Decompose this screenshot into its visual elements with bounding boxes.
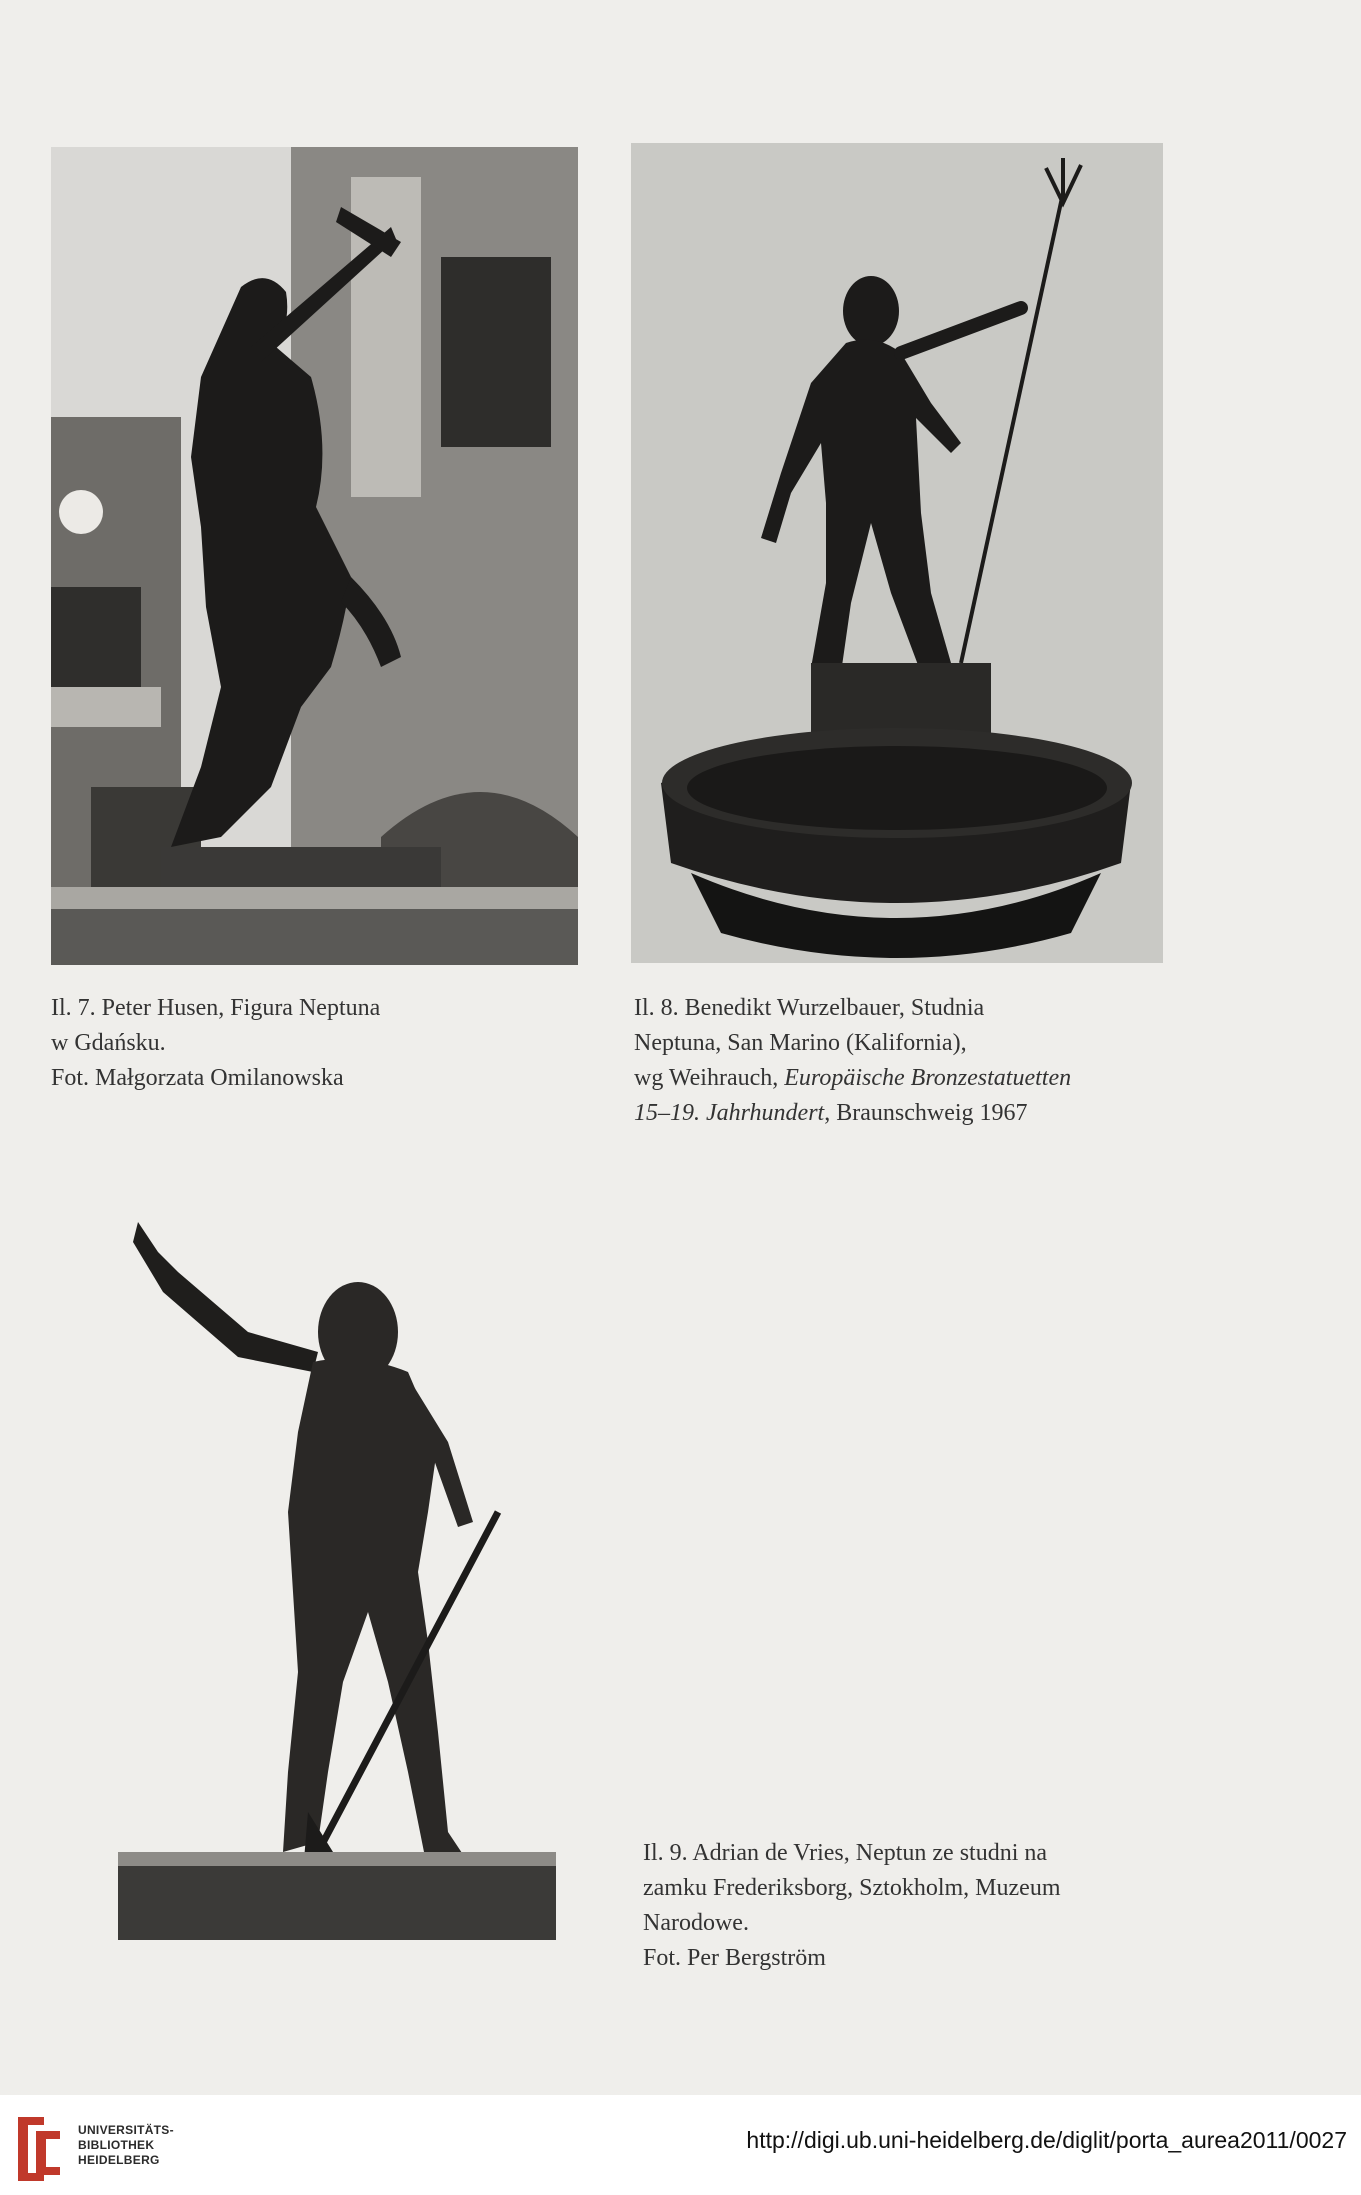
library-logo-icon	[14, 2111, 66, 2183]
caption-il8-line3-prefix: wg Weihrauch,	[634, 1065, 785, 1091]
library-name-line2: BIBLIOTHEK	[78, 2138, 155, 2152]
caption-il8-line4-suffix: , Braunschweig 1967	[824, 1100, 1028, 1126]
caption-il9-line1: Il. 9. Adrian de Vries, Neptun ze studni na	[643, 1840, 1048, 1866]
photo-neptune-gdansk	[51, 147, 578, 965]
caption-il8	[634, 991, 1071, 1131]
library-name	[78, 2123, 174, 2168]
caption-il8-line4	[634, 1096, 1071, 1131]
library-footer	[0, 2095, 1361, 2195]
caption-il7-line1: Il. 7. Peter Husen, Figura Neptuna	[51, 995, 381, 1021]
caption-il9-line2: zamku Frederiksborg, Sztokholm, Muzeum	[643, 1875, 1061, 1901]
photo-neptune-frederiksborg	[118, 1212, 556, 1940]
caption-il8-line1: Il. 8. Benedikt Wurzelbauer, Studnia	[634, 995, 985, 1021]
caption-il9-line4: Fot. Per Bergström	[643, 1945, 826, 1971]
library-name-line3: HEIDELBERG	[78, 2153, 160, 2167]
library-name-line1: UNIVERSITÄTS-	[78, 2123, 174, 2137]
caption-il9-line3: Narodowe.	[643, 1910, 749, 1936]
caption-il7-line2: w Gdańsku.	[51, 1030, 166, 1056]
caption-il7-line3: Fot. Małgorzata Omilanowska	[51, 1065, 344, 1091]
caption-il8-line2: Neptuna, San Marino (Kalifornia),	[634, 1030, 967, 1056]
caption-il7	[51, 991, 380, 1096]
source-url: http://digi.ub.uni-heidelberg.de/diglit/porta_aurea2011/0027	[746, 2127, 1347, 2153]
caption-il8-book-subtitle: 15–19. Jahrhundert	[634, 1100, 825, 1126]
caption-il8-book-title: Europäische Bronzestatuetten	[784, 1065, 1072, 1091]
caption-il9	[643, 1836, 1061, 1976]
photo-neptune-fountain-statuette	[631, 143, 1163, 963]
caption-il8-line3	[634, 1061, 1071, 1096]
